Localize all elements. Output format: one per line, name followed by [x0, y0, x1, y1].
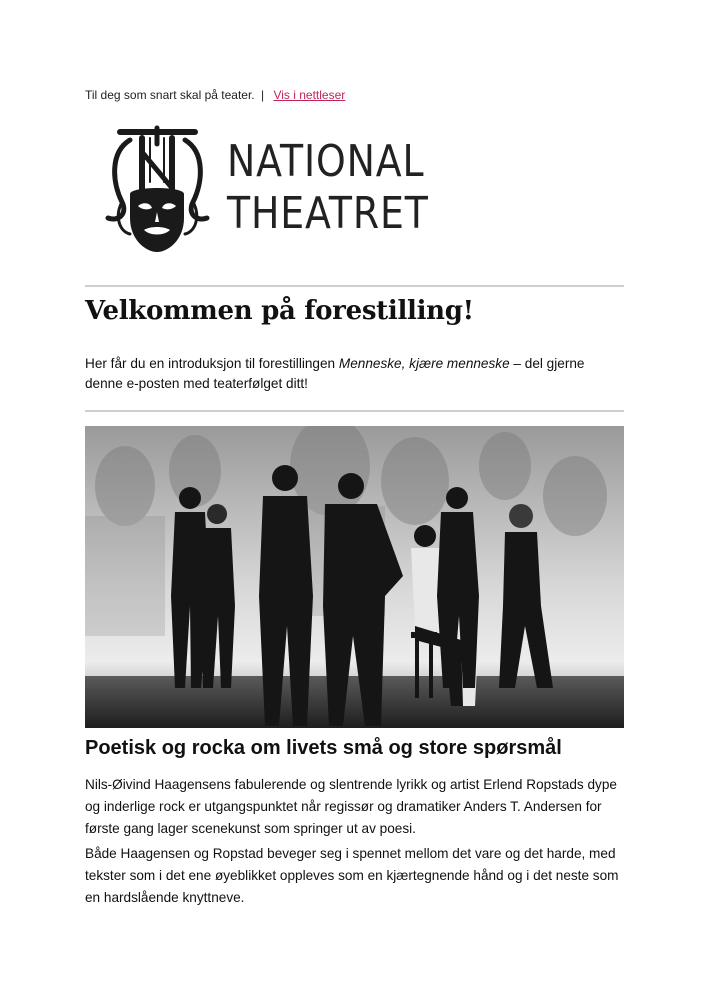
preheader: [85, 88, 345, 102]
ensemble-photo[interactable]: [85, 426, 624, 728]
theatre-mask-logo-icon: [100, 122, 215, 257]
divider-top: [85, 285, 624, 287]
show-title: Menneske, kjære menneske: [338, 356, 510, 371]
preheader-text: Til deg som snart skal på teater.: [85, 88, 255, 102]
intro-text-after: – del gjerne denne e-posten med teaterfølget ditt!: [85, 356, 585, 391]
logo-wordmark: [227, 136, 429, 240]
ensemble-photo-graphic: [85, 426, 624, 728]
article-paragraph-1: Nils-Øivind Haagensens fabulerende og slentrende lyrikk og artist Erlend Ropstads dype og inderlige rock er utgangspunktet når regissør og dramatiker Anders T. Andersen for første gang lager scenekunst som springer ut av poesi.: [85, 777, 617, 836]
article-paragraph-2: Både Haagensen og Ropstad beveger seg i spennet mellom det vare og det harde, med tekster som i det ene øyeblikket oppleves som en kjærtegnende hånd og i det neste som en hardslående knyttneve.: [85, 846, 619, 905]
preheader-separator: |: [260, 88, 265, 102]
divider-middle: [85, 410, 624, 412]
article-title: Poetisk og rocka om livets små og store spørsmål: [85, 737, 562, 759]
logo-line-national: NATIONAL: [227, 136, 425, 187]
page-title: Velkommen på forestilling!: [85, 296, 474, 326]
intro-text: [85, 354, 625, 394]
intro-text-before: Her får du en introduksjon til forestillingen: [85, 356, 339, 371]
view-in-browser-link[interactable]: Vis i nettleser: [273, 88, 346, 102]
logo-line-theatret: THEATRET: [227, 188, 429, 239]
national-theatret-logo[interactable]: [100, 122, 490, 257]
